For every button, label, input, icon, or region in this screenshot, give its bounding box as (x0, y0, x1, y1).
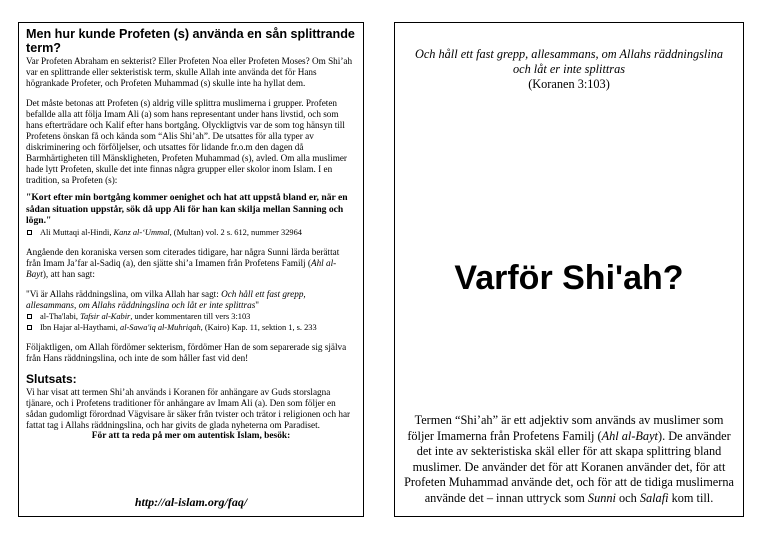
checkbox-bullet-icon (27, 314, 32, 319)
page-title: Varför Shi'ah? (454, 259, 684, 297)
verse-text: Och håll ett fast grepp, allesammans, om Allahs räddningslina och låt er inte splittras (414, 47, 724, 76)
hadith-quote: "Kort efter min bortgång kommer oenighet och hat att uppstå bland er, när en sådan situation uppstår, sök då upp Ali för han kan skilja mellan Sanning och lögn." (26, 192, 348, 226)
right-panel (394, 22, 744, 517)
checkbox-bullet-icon (27, 230, 32, 235)
sectarianism-paragraph: Följaktligen, om Allah fördömer sekterism, fördömer Han de som separerade sig själva från Hans räddningslina, och inte de som håller fast vid den! (26, 341, 347, 363)
call-to-action: För att ta reda på mer om autentisk Islam, besök: (91, 430, 291, 441)
conclusion-paragraph: Vi har visat att termen Shi’ah används i Koranen för anhängare av Guds storslagna tjänare, och i Profetens traditioner för anhängare av Imam Ali (a). Den som följer en sådan gudomligt förordnad Vägvisare är säker från tvister och trätor i religionen och har fattat tag i Allahs räddningslina, och har givits de glada nyheterna om Paradiset. (26, 386, 351, 430)
rope-references (26, 311, 356, 333)
definition-paragraph: Termen “Shi’ah” är ett adjektiv som används av muslimer som följer Imamerna från Profetens Familj (Ahl al-Bayt). De använder det inte av sekteristiska skäl eller för att skapa splittring bland muslimer. De använder det för att Koranen använder det, för att Profeten Muhammad använde det, och för att de tidiga muslimerna använde det – innan uttryck som Sunni och Salafi kom till. (404, 413, 734, 505)
history-paragraph: Det måste betonas att Profeten (s) aldrig ville splittra muslimerna i grupper. Profeten befallde alla att följa Imam Ali (a) som hans representant under hans livstid, och som hans efterträdare och Kalif efter hans bortgång. Olyckligtvis var de som tog hänsyn till Profetens önskan få och kända som “Alis Shi’ah”. De utsattes för alla typer av diskriminering och förföljelser, och utsattes för lidande fr.o.m den dagen då Barmhärtigheten till Mänskligheten, Profeten Muhammad (s), avled. Om alla muslimer hade lytt Profeten, skulle det inte finnas några grupper eller skolor inom Islam. I en tradition, sa Profeten (s): (26, 98, 347, 185)
reference-item: Ali Muttaqi al-Hindi, Kanz al-‘Ummal, (Multan) vol. 2 s. 612, nummer 32964 (26, 227, 356, 238)
reference-item: al-Tha'labi, Tafsir al-Kabir, under kommentaren till vers 3:103 (26, 311, 356, 322)
rope-quote: "Vi är Allahs räddningslina, om vilka Allah har sagt: Och håll ett fast grepp, allesammans, om Allahs räddningslina och låt er inte splittras" (26, 288, 306, 310)
website-link[interactable]: http://al-islam.org/faq/ (134, 495, 248, 509)
hadith-references (26, 227, 356, 238)
checkbox-bullet-icon (27, 325, 32, 330)
conclusion-heading: Slutsats: (26, 371, 77, 386)
reference-item: Ibn Hajar al-Haythami, al-Sawa'iq al-Muhriqah, (Kairo) Kap. 11, sektion 1, s. 233 (26, 322, 356, 333)
imam-paragraph: Angående den koraniska versen som citerades tidigare, har några Sunni lärda berättat från Imam Ja’far al-Sadiq (a), den sjätte shi’a Imamen från Profetens Familj (Ahl al-Bayt), att han sagt: (26, 246, 340, 279)
intro-paragraph: Var Profeten Abraham en sekterist? Eller Profeten Noa eller Profeten Moses? Om Shi’ah var en splittrande eller sekteristisk term, skulle Allah inte använda det för Hans högrankade Profeter, och Profeten Muhammad (s) skulle inte ha hyllat dem. (26, 56, 353, 88)
left-title: Men hur kunde Profeten (s) använda en sån splittrande term? (26, 27, 355, 55)
left-panel (18, 22, 364, 517)
verse-reference: (Koranen 3:103) (528, 77, 610, 91)
quran-verse (405, 47, 733, 92)
